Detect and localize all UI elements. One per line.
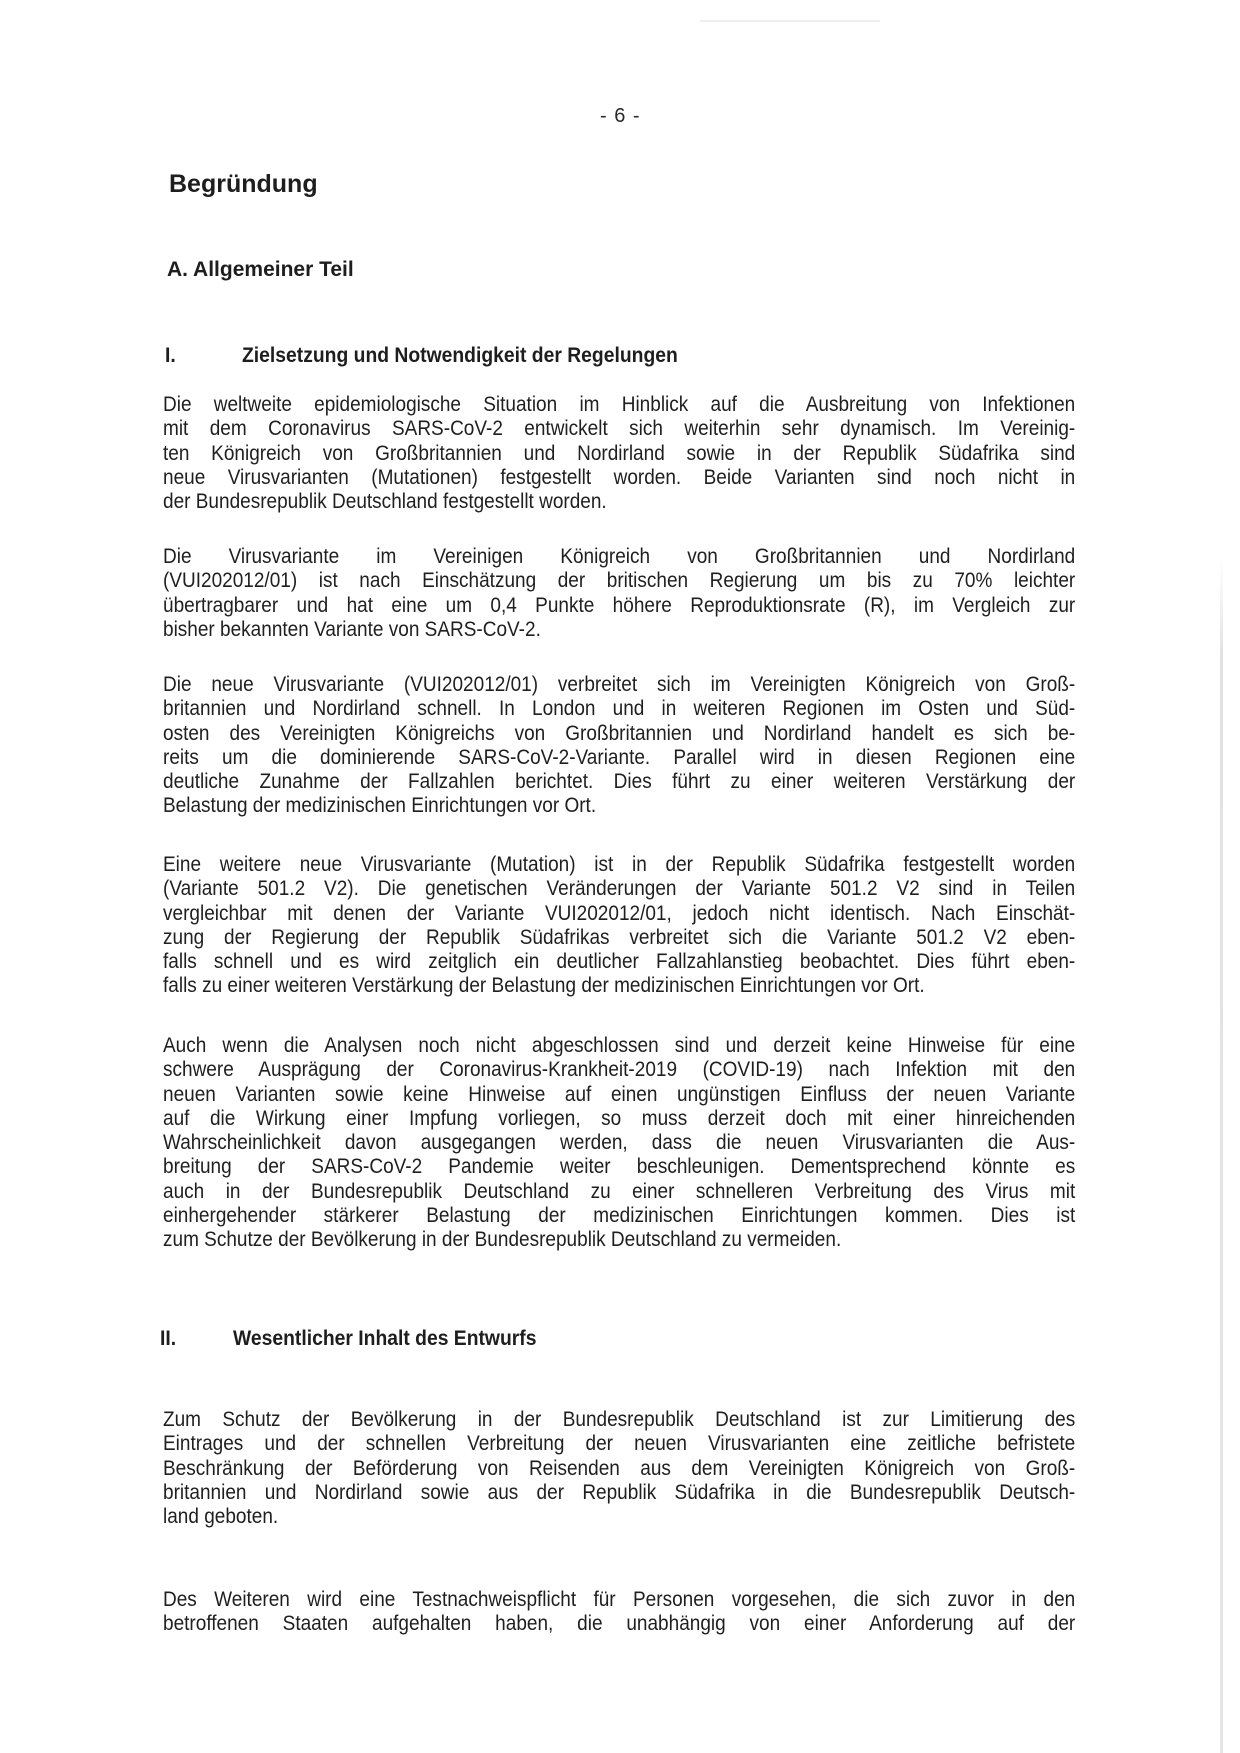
text-line: falls zu einer weiteren Verstärkung der Belastung der medizinischen Einrichtungen vor Ort. [163, 974, 925, 998]
text-line: auch in der Bundesrepublik Deutschland zu einer schnelleren Verbreitung des Virus mit [163, 1179, 1076, 1203]
text-line: land geboten. [163, 1505, 279, 1529]
paragraph [163, 1408, 1075, 1529]
text-line: schwere Ausprägung der Coronavirus-Krankheit-2019 (COVID-19) nach Infektion mit den [163, 1058, 1076, 1082]
scan-artifact [700, 20, 880, 22]
text-line: Eine weitere neue Virusvariante (Mutation) ist in der Republik Südafrika festgestellt worden [163, 853, 1076, 876]
text-line: Wahrscheinlichkeit davon ausgegangen werden, dass die neuen Virusvarianten die Aus- [163, 1131, 1076, 1155]
paragraph [163, 393, 1075, 514]
text-line: deutliche Zunahme der Fallzahlen berichtet. Dies führt zu einer weiteren Verstärkung der [163, 770, 1076, 794]
text-line: vergleichbar mit denen der Variante VUI202012/01, jedoch nicht identisch. Nach Einschät- [163, 901, 1076, 925]
text-line: Zum Schutz der Bevölkerung in der Bundesrepublik Deutschland ist zur Limitierung des [163, 1408, 1076, 1431]
paragraph [163, 1588, 1075, 1637]
paragraph [163, 673, 1075, 819]
section-title: Zielsetzung und Notwendigkeit der Regelungen [242, 344, 678, 367]
page-number: - 6 - [600, 105, 641, 127]
section-number: I. [165, 344, 176, 367]
text-line: einhergehender stärkerer Belastung der medizinischen Einrichtungen kommen. Dies ist [163, 1204, 1076, 1228]
text-line: Die Virusvariante im Vereinigen Königreich von Großbritannien und Nordirland [163, 545, 1076, 568]
text-line: der Bundesrepublik Deutschland festgestellt worden. [163, 490, 607, 514]
paragraph [163, 545, 1075, 642]
text-line: britannien und Nordirland schnell. In London und in weiteren Regionen im Osten und Süd- [163, 697, 1076, 721]
text-line: Beschränkung der Beförderung von Reisenden aus dem Vereinigten Königreich von Groß- [163, 1456, 1076, 1480]
text-line: bisher bekannten Variante von SARS-CoV-2. [163, 617, 541, 641]
text-line: neue Virusvarianten (Mutationen) festgestellt worden. Beide Varianten sind noch nicht in [163, 465, 1076, 489]
text-line: (VUI202012/01) ist nach Einschätzung der britischen Regierung um bis zu 70% leichter [163, 569, 1076, 593]
scan-artifact [1220, 560, 1223, 1753]
text-line: (Variante 501.2 V2). Die genetischen Veränderungen der Variante 501.2 V2 sind in Teilen [163, 877, 1076, 901]
text-line: zum Schutze der Bevölkerung in der Bundesrepublik Deutschland zu vermeiden. [163, 1228, 842, 1252]
part-heading: A. Allgemeiner Teil [167, 258, 354, 281]
text-line: mit dem Coronavirus SARS-CoV-2 entwickelt sich weiterhin sehr dynamisch. Im Vereinig- [163, 417, 1076, 441]
paragraph [163, 853, 1075, 999]
text-line: betroffenen Staaten aufgehalten haben, die unabhängig von einer Anforderung auf der [163, 1612, 1076, 1636]
text-line: breitung der SARS-CoV-2 Pandemie weiter beschleunigen. Dementsprechend könnte es [163, 1155, 1076, 1179]
paragraph [163, 1034, 1075, 1253]
text-line: auf die Wirkung einer Impfung vorliegen, so muss derzeit doch mit einer hinreichenden [163, 1106, 1076, 1130]
text-line: Eintrages und der schnellen Verbreitung der neuen Virusvarianten eine zeitliche befristete [163, 1432, 1076, 1456]
text-line: Auch wenn die Analysen noch nicht abgeschlossen sind und derzeit keine Hinweise für eine [163, 1034, 1076, 1057]
text-line: reits um die dominierende SARS-CoV-2-Variante. Parallel wird in diesen Regionen eine [163, 745, 1076, 769]
text-line: falls schnell und es wird zeitglich ein deutlicher Fallzahlanstieg beobachtet. Dies führt eben- [163, 950, 1076, 974]
document-title: Begründung [169, 170, 318, 198]
text-line: Die neue Virusvariante (VUI202012/01) verbreitet sich im Vereinigten Königreich von Groß- [163, 673, 1076, 696]
text-line: ten Königreich von Großbritannien und Nordirland sowie in der Republik Südafrika sind [163, 441, 1076, 465]
text-line: britannien und Nordirland sowie aus der Republik Südafrika in die Bundesrepublik Deutsch- [163, 1480, 1076, 1504]
text-line: Die weltweite epidemiologische Situation im Hinblick auf die Ausbreitung von Infektionen [163, 393, 1076, 416]
text-line: Belastung der medizinischen Einrichtungen vor Ort. [163, 794, 597, 818]
text-line: zung der Regierung der Republik Südafrikas verbreitet sich die Variante 501.2 V2 eben- [163, 925, 1076, 949]
text-line: übertragbarer und hat eine um 0,4 Punkte höhere Reproduktionsrate (R), im Vergleich zur [163, 593, 1076, 617]
text-line: Des Weiteren wird eine Testnachweispflicht für Personen vorgesehen, die sich zuvor in den [163, 1588, 1076, 1611]
text-line: osten des Vereinigten Königreichs von Großbritannien und Nordirland handelt es sich be- [163, 721, 1076, 745]
text-line: neuen Varianten sowie keine Hinweise auf einen ungünstigen Einfluss der neuen Variante [163, 1082, 1076, 1106]
section-number: II. [160, 1327, 177, 1350]
section-title: Wesentlicher Inhalt des Entwurfs [233, 1327, 537, 1350]
